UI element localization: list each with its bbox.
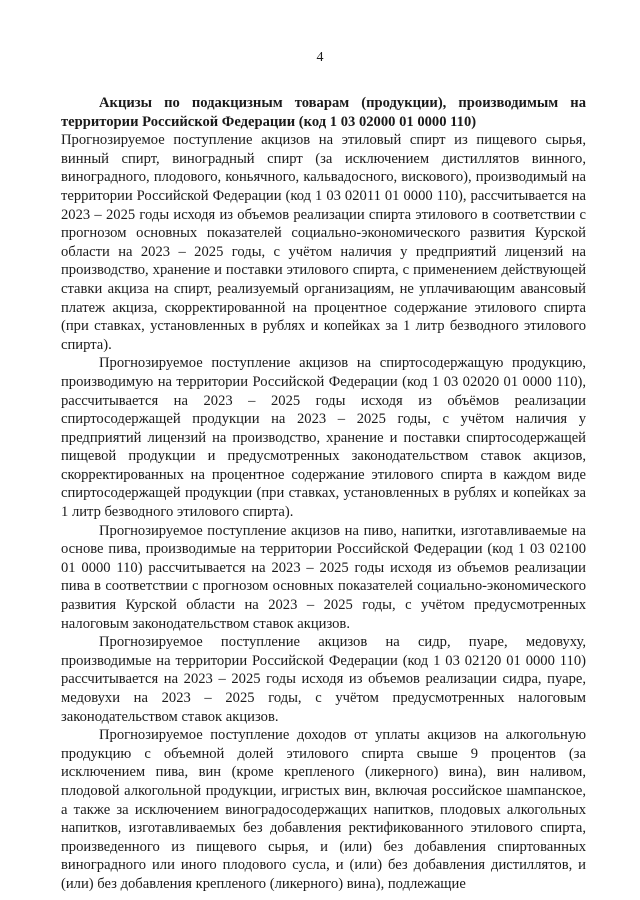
paragraph-cider-mead: Прогнозируемое поступление акцизов на сидр, пуаре, медовуху, производимые на территории Российской Федерации (код 1 03 02120 01 0000 110) рассчитывается на 2023 – 2025 годы исходя из объемов реализации сидра, пуаре, медовухи на 2023 – 2025 годы, с учётом предусмотренных налоговым законодательством ставок акцизов. — [61, 634, 586, 725]
paragraph-beer: Прогнозируемое поступление акцизов на пиво, напитки, изготавливаемые на основе пива, производимые на территории Российской Федерации (код 1 03 02100 01 0000 110) рассчитывается на 2023 – 2025 годы исходя из объемов реализации пива в соответствии с прогнозом основных показателей социально-экономического развития Курской области на 2023 – 2025 годы, с учётом предусмотренных налоговым законодательством ставок акцизов. — [61, 522, 586, 632]
document-body — [61, 94, 586, 894]
section-heading: Акцизы по подакцизным товарам (продукции), производимым на территории Российской Федерации (код 1 03 02000 01 0000 110) — [61, 95, 586, 130]
paragraph-alcohol-containing-products: Прогнозируемое поступление акцизов на спиртосодержащую продукцию, производимую на территории Российской Федерации (код 1 03 02020 01 0000 110), рассчитывается на 2023 – 2025 годы исходя из объёмов реализации спиртосодержащей продукции на 2023 – 2025 годы, с учётом наличия у предприятий лицензий на производство, хранение и поставки спиртосодержащей пищевой продукции и предусмотренных законодательством ставок акцизов, скорректированных на процентное содержание этилового спирта в каждом виде спиртосодержащей продукции (при ставках, установленных в рублях и копейках за 1 литр безводного этилового спирта). — [61, 355, 586, 521]
paragraph-ethyl-alcohol: Прогнозируемое поступление акцизов на этиловый спирт из пищевого сырья, винный спирт, виноградный спирт (за исключением дистиллятов винного, виноградного, плодового, коньячного, кальвадосного, вискового), производимый на территории Российской Федерации (код 1 03 02011 01 0000 110), рассчитывается на 2023 – 2025 годы исходя из объемов реализации спирта этилового в соответствии с прогнозом основных показателей социально-экономического развития Курской области на 2023 – 2025 годы, с учётом наличия у предприятий лицензий на производство, хранение и поставки этилового спирта, с применением действующей ставки акциза на спирт, реализуемый организациям, не уплачивающим авансовый платеж акциза, скорректированной на процентное содержание этилового спирта (при ставках, установленных в рублях и копейках за 1 литр безводного этилового спирта). — [61, 132, 586, 353]
page-number: 4 — [316, 50, 324, 65]
paragraph-alcoholic-products: Прогнозируемое поступление доходов от уплаты акцизов на алкогольную продукцию с объемной долей этилового спирта свыше 9 процентов (за исключением пива, вин (кроме крепленого (ликерного) вина), вин наливом, плодовой алкогольной продукции, игристых вин, включая российское шампанское, а также за исключением виноградосодержащих напитков, плодовых алкогольных напитков, изготавливаемых без добавления ректификованного этилового спирта, произведенного из пищевого сырья, и (или) без добавления спиртованных виноградного или иного плодового сусла, и (или) без добавления дистиллятов, и (или) без добавления крепленого (ликерного) вина), подлежащие — [61, 727, 586, 892]
